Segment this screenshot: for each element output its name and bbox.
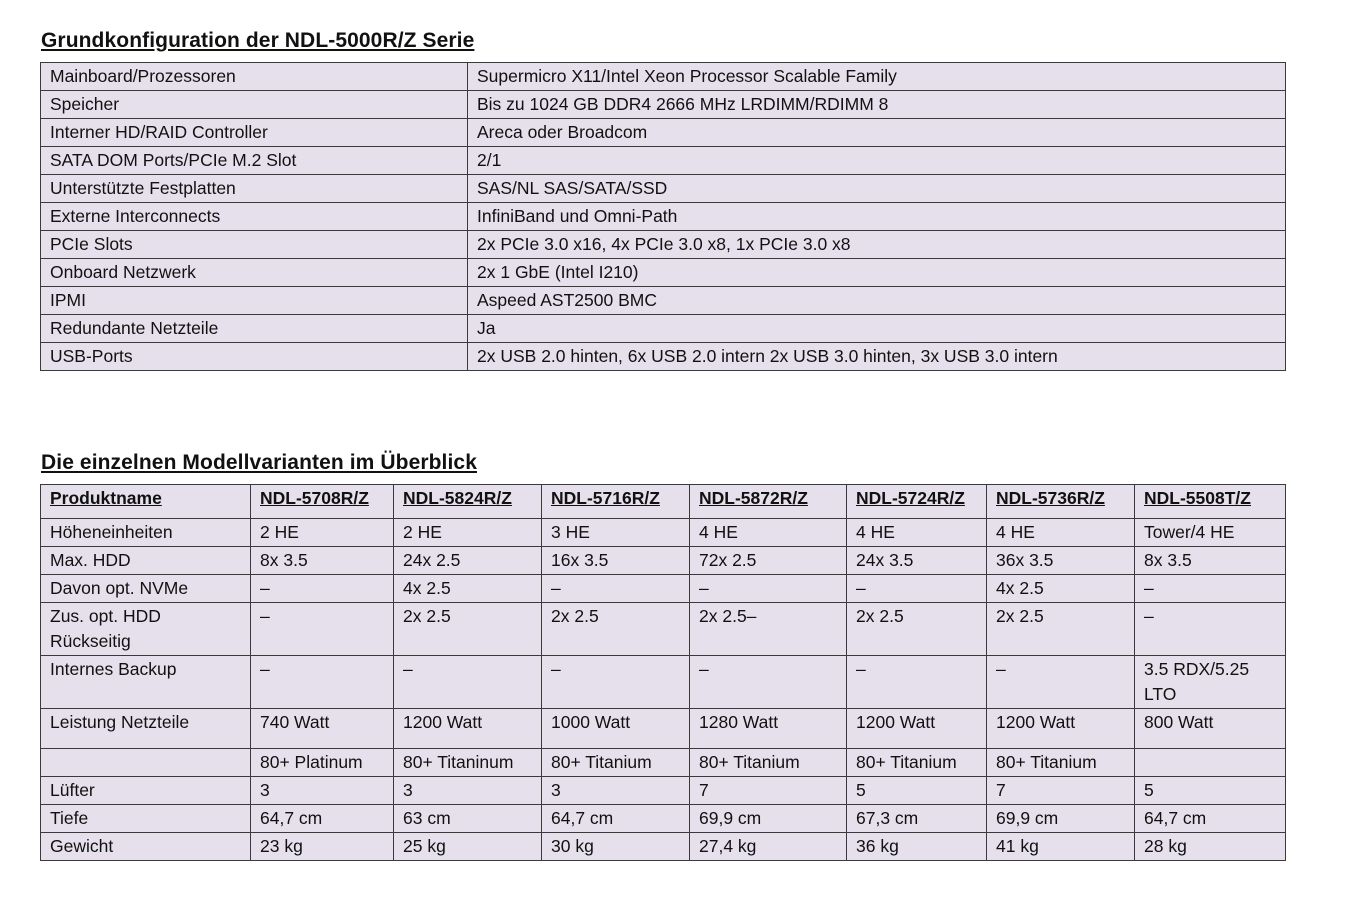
table-cell: 23 kg bbox=[251, 833, 394, 861]
row-label: Internes Backup bbox=[41, 656, 251, 709]
table-cell: 16x 3.5 bbox=[542, 547, 690, 575]
table-cell: – bbox=[1135, 575, 1286, 603]
table-cell: 2x 2.5 bbox=[542, 603, 690, 656]
spec-label: Unterstützte Festplatten bbox=[41, 175, 468, 203]
row-label: Zus. opt. HDD Rückseitig bbox=[41, 603, 251, 656]
table-cell: – bbox=[542, 575, 690, 603]
row-label: Lüfter bbox=[41, 777, 251, 805]
table-cell: 7 bbox=[987, 777, 1135, 805]
table-cell: – bbox=[394, 656, 542, 709]
column-header-model: NDL-5872R/Z bbox=[690, 485, 847, 519]
row-label: Leistung Netzteile bbox=[41, 709, 251, 749]
table-cell: 2 HE bbox=[251, 519, 394, 547]
table-cell: 5 bbox=[1135, 777, 1286, 805]
row-label: Davon opt. NVMe bbox=[41, 575, 251, 603]
table-cell bbox=[1135, 749, 1286, 777]
column-header-model: NDL-5716R/Z bbox=[542, 485, 690, 519]
table-cell: 4 HE bbox=[987, 519, 1135, 547]
table-cell: 3 bbox=[394, 777, 542, 805]
column-header-model: NDL-5736R/Z bbox=[987, 485, 1135, 519]
spec-label: IPMI bbox=[41, 287, 468, 315]
table-row bbox=[41, 749, 1286, 777]
row-label: Max. HDD bbox=[41, 547, 251, 575]
spec-label: USB-Ports bbox=[41, 343, 468, 371]
spec-label: Interner HD/RAID Controller bbox=[41, 119, 468, 147]
spec-value: Aspeed AST2500 BMC bbox=[468, 287, 1286, 315]
table-row bbox=[41, 603, 1286, 656]
table-cell: 7 bbox=[690, 777, 847, 805]
table-row bbox=[41, 656, 1286, 709]
table-cell: 1200 Watt bbox=[987, 709, 1135, 749]
spec-label: Redundante Netzteile bbox=[41, 315, 468, 343]
row-label bbox=[41, 749, 251, 777]
table-cell: 25 kg bbox=[394, 833, 542, 861]
table-cell: 4 HE bbox=[690, 519, 847, 547]
column-header-produktname: Produktname bbox=[41, 485, 251, 519]
table-cell: 2 HE bbox=[394, 519, 542, 547]
table-cell: 69,9 cm bbox=[690, 805, 847, 833]
table-cell: 41 kg bbox=[987, 833, 1135, 861]
spec-value: 2x PCIe 3.0 x16, 4x PCIe 3.0 x8, 1x PCIe 3.0 x8 bbox=[468, 231, 1286, 259]
table-cell: 4 HE bbox=[847, 519, 987, 547]
table-cell: 69,9 cm bbox=[987, 805, 1135, 833]
table-row bbox=[41, 315, 1286, 343]
table-cell: – bbox=[251, 656, 394, 709]
spec-value: 2x USB 2.0 hinten, 6x USB 2.0 intern 2x USB 3.0 hinten, 3x USB 3.0 intern bbox=[468, 343, 1286, 371]
table-cell: 64,7 cm bbox=[542, 805, 690, 833]
table-cell: 2x 2.5 bbox=[987, 603, 1135, 656]
table-row bbox=[41, 203, 1286, 231]
row-label: Tiefe bbox=[41, 805, 251, 833]
table-row bbox=[41, 833, 1286, 861]
spec-value: InfiniBand und Omni-Path bbox=[468, 203, 1286, 231]
table-row bbox=[41, 709, 1286, 749]
table-cell: 1280 Watt bbox=[690, 709, 847, 749]
row-label: Gewicht bbox=[41, 833, 251, 861]
table-cell: 24x 3.5 bbox=[847, 547, 987, 575]
table-cell: – bbox=[542, 656, 690, 709]
spec-label: Onboard Netzwerk bbox=[41, 259, 468, 287]
spec-value: Supermicro X11/Intel Xeon Processor Scalable Family bbox=[468, 63, 1286, 91]
spec-value: 2/1 bbox=[468, 147, 1286, 175]
table-cell: 80+ Platinum bbox=[251, 749, 394, 777]
table-cell: 30 kg bbox=[542, 833, 690, 861]
spec-value: Ja bbox=[468, 315, 1286, 343]
table-row bbox=[41, 777, 1286, 805]
table-cell: 4x 2.5 bbox=[394, 575, 542, 603]
table-cell: 64,7 cm bbox=[1135, 805, 1286, 833]
table-cell: 36 kg bbox=[847, 833, 987, 861]
column-header-model: NDL-5508T/Z bbox=[1135, 485, 1286, 519]
spec-value: 2x 1 GbE (Intel I210) bbox=[468, 259, 1286, 287]
table-row bbox=[41, 231, 1286, 259]
row-label: Höheneinheiten bbox=[41, 519, 251, 547]
table-row bbox=[41, 575, 1286, 603]
table-cell: 740 Watt bbox=[251, 709, 394, 749]
column-header-model: NDL-5708R/Z bbox=[251, 485, 394, 519]
section-title-grundkonfiguration: Grundkonfiguration der NDL-5000R/Z Serie bbox=[41, 29, 475, 52]
table-cell: 2x 2.5 bbox=[394, 603, 542, 656]
table-cell: 80+ Titanium bbox=[987, 749, 1135, 777]
table-cell: – bbox=[987, 656, 1135, 709]
table-cell: 2x 2.5 bbox=[847, 603, 987, 656]
table-cell: 27,4 kg bbox=[690, 833, 847, 861]
spec-label: SATA DOM Ports/PCIe M.2 Slot bbox=[41, 147, 468, 175]
table-row bbox=[41, 343, 1286, 371]
table-cell: 63 cm bbox=[394, 805, 542, 833]
table-cell: 8x 3.5 bbox=[1135, 547, 1286, 575]
model-variants-table bbox=[40, 484, 1286, 861]
table-row bbox=[41, 119, 1286, 147]
table-row bbox=[41, 147, 1286, 175]
table-row bbox=[41, 547, 1286, 575]
table-cell: 80+ Titaninum bbox=[394, 749, 542, 777]
table-cell: 1200 Watt bbox=[394, 709, 542, 749]
table-cell: 1200 Watt bbox=[847, 709, 987, 749]
table-cell: 28 kg bbox=[1135, 833, 1286, 861]
table-cell: 24x 2.5 bbox=[394, 547, 542, 575]
table-cell: – bbox=[847, 575, 987, 603]
spec-value: SAS/NL SAS/SATA/SSD bbox=[468, 175, 1286, 203]
table-row bbox=[41, 175, 1286, 203]
spec-value: Bis zu 1024 GB DDR4 2666 MHz LRDIMM/RDIMM 8 bbox=[468, 91, 1286, 119]
table-cell: – bbox=[847, 656, 987, 709]
table-cell: 67,3 cm bbox=[847, 805, 987, 833]
column-header-model: NDL-5824R/Z bbox=[394, 485, 542, 519]
table-cell: 64,7 cm bbox=[251, 805, 394, 833]
table-cell: 800 Watt bbox=[1135, 709, 1286, 749]
table-row bbox=[41, 805, 1286, 833]
base-config-table bbox=[40, 62, 1286, 371]
table-cell: 4x 2.5 bbox=[987, 575, 1135, 603]
spec-label: Speicher bbox=[41, 91, 468, 119]
table-cell: 36x 3.5 bbox=[987, 547, 1135, 575]
table-cell: 80+ Titanium bbox=[542, 749, 690, 777]
table-cell: – bbox=[690, 656, 847, 709]
section-title-modellvarianten: Die einzelnen Modellvarianten im Überblick bbox=[41, 451, 477, 474]
spec-value: Areca oder Broadcom bbox=[468, 119, 1286, 147]
table-cell: 1000 Watt bbox=[542, 709, 690, 749]
table-cell: Tower/4 HE bbox=[1135, 519, 1286, 547]
table-cell: 3.5 RDX/5.25 LTO bbox=[1135, 656, 1286, 709]
spec-label: PCIe Slots bbox=[41, 231, 468, 259]
table-cell: 5 bbox=[847, 777, 987, 805]
spec-label: Externe Interconnects bbox=[41, 203, 468, 231]
table-cell: 72x 2.5 bbox=[690, 547, 847, 575]
table-cell: 2x 2.5– bbox=[690, 603, 847, 656]
table-row bbox=[41, 63, 1286, 91]
table-cell: – bbox=[1135, 603, 1286, 656]
table-cell: 80+ Titanium bbox=[690, 749, 847, 777]
table-header-row bbox=[41, 485, 1286, 519]
table-cell: – bbox=[690, 575, 847, 603]
table-cell: 3 bbox=[251, 777, 394, 805]
spec-label: Mainboard/Prozessoren bbox=[41, 63, 468, 91]
table-row bbox=[41, 287, 1286, 315]
table-cell: 80+ Titanium bbox=[847, 749, 987, 777]
table-cell: 8x 3.5 bbox=[251, 547, 394, 575]
table-cell: 3 bbox=[542, 777, 690, 805]
table-cell: – bbox=[251, 603, 394, 656]
table-cell: 3 HE bbox=[542, 519, 690, 547]
table-cell: – bbox=[251, 575, 394, 603]
table-row bbox=[41, 91, 1286, 119]
table-row bbox=[41, 259, 1286, 287]
column-header-model: NDL-5724R/Z bbox=[847, 485, 987, 519]
table-row bbox=[41, 519, 1286, 547]
